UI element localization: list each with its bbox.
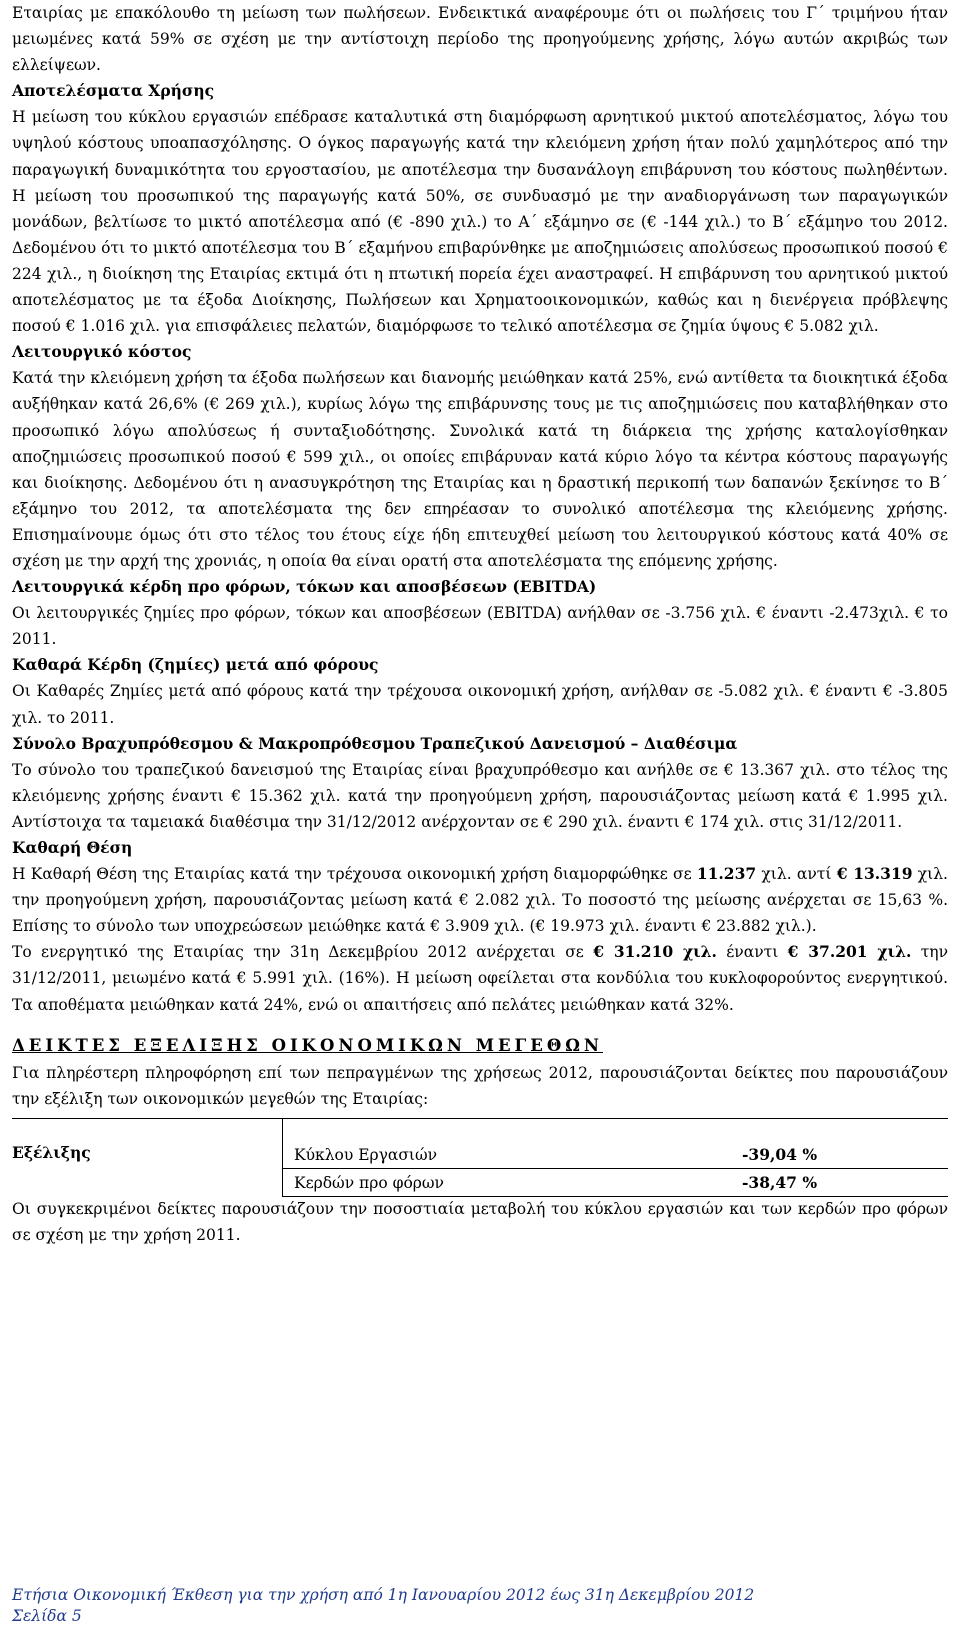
text-fragment: έναντι [716, 943, 788, 962]
text-fragment: την 31/12/2011, μειωμένο κατά € 5.991 χιλ. (16%). Η μείωση οφείλεται στα κονδύλια του κυκλοφορούντος ενεργητικού. Τα αποθέματα μειώθηκαν κατά 24%, ενώ οι απαιτήσεις από πελάτες μειώθηκαν κατά 32%. [12, 943, 948, 1014]
paragraph-results: Η μείωση του κύκλου εργασιών επέδρασε καταλυτικά στη διαμόρφωση αρνητικού μικτού αποτελέσματος, λόγω του υψηλού κόστους υποαπασχόλησης. Ο όγκος παραγωγής κατά την κλειόμενη χρήση ήταν πολύ χαμηλότερος από την παραγωγική δυναμικότητα του εργοστασίου, με αποτέλεσμα την δυσανάλογη επιβάρυνση του κόστους πωληθέντων. Η μείωση του προσωπικού της παραγωγής κατά 50%, σε συνδυασμό με την αναδιοργάνωση των παραγωγικών μονάδων, βελτίωσε το μικτό αποτέλεσμα από (€ -890 χιλ.) το Α΄ εξάμηνο σε (€ -144 χιλ.) το Β΄ εξάμηνο του 2012. Δεδομένου ότι το μικτό αποτέλεσμα του Β΄ εξαμήνου επιβαρύνθηκε με αποζημιώσεις απολύσεως προσωπικού ποσού € 224 χιλ., η διοίκηση της Εταιρίας εκτιμά ότι η πτωτική πορεία έχει αναστραφεί. Η επιβάρυνση του αρνητικού μικτού αποτελέσματος με τα έξοδα Διοίκησης, Πωλήσεων και Χρηματοοικονομικών, καθώς και η διενέργεια πρόβλεψης ποσού € 1.016 χιλ. για επισφάλειες πελατών, διαμόρφωσε το τελικό αποτέλεσμα σε ζημία ύψους € 5.082 χιλ. [12, 108, 948, 336]
table-row-label: Κερδών προ φόρων [294, 1173, 444, 1192]
table-row-label: Κύκλου Εργασιών [294, 1145, 438, 1164]
bold-value: € 31.210 χιλ. [593, 942, 717, 962]
table-row-value: -39,04 % [742, 1144, 818, 1164]
paragraph-ebitda: Οι λειτουργικές ζημίες προ φόρων, τόκων και αποσβέσεων (EBITDA) ανήλθαν σε -3.756 χιλ. € έναντι -2.473χιλ. € το 2011. [12, 604, 948, 649]
paragraph-bank-debt: Το σύνολο του τραπεζικού δανεισμού της Εταιρίας είναι βραχυπρόθεσμο και ανήλθε σε € 13.367 χιλ. στο τέλος της κλειόμενης χρήσης έναντι € 15.362 χιλ. κατά την προηγούμενη χρήση, παρουσιάζοντας μείωση κατά € 1.995 χιλ. Αντίστοιχα τα ταμειακά διαθέσιμα την 31/12/2012 ανέρχονταν σε € 290 χιλ. έναντι € 174 χιλ. στις 31/12/2011. [12, 760, 948, 831]
text-fragment: Το ενεργητικό της Εταιρίας την 31η Δεκεμβρίου 2012 ανέρχεται σε [12, 943, 594, 962]
paragraph-net-position [12, 861, 948, 939]
bold-value: € 13.319 [836, 864, 913, 884]
text-fragment: χιλ. αντί [756, 865, 837, 884]
text-fragment: Η Καθαρή Θέση της Εταιρίας κατά την τρέχουσα οικονομική χρήση διαμορφώθηκε σε [12, 865, 697, 884]
section-intro: Για πληρέστερη πληροφόρηση επί των πεπραγμένων της χρήσεως 2012, παρουσιάζονται δείκτες που παρουσιάζουν την εξέλιξη των οικονομικών μεγεθών της Εταιρίας: [12, 1063, 948, 1108]
heading-ebitda: Λειτουργικά κέρδη προ φόρων, τόκων και αποσβέσεων (EBITDA) [12, 577, 597, 597]
heading-results: Αποτελέσματα Χρήσης [12, 81, 215, 101]
text-fragment: χιλ. την προηγούμενη χρήση, παρουσιάζοντας μείωση κατά € 2.082 χιλ. Το ποσοστό της μείωσης ανέρχεται σε 15,63 %. Επίσης το σύνολο των υποχρεώσεων μειώθηκε κατά € 3.909 χιλ. (€ 19.973 χιλ. έναντι € 23.882 χιλ.). [12, 865, 948, 936]
table-group-label: Εξέλιξης [12, 1142, 91, 1162]
indices-table [12, 1118, 948, 1196]
paragraph-closing: Οι συγκεκριμένοι δείκτες παρουσιάζουν την ποσοστιαία μεταβολή του κύκλου εργασιών και των κερδών προ φόρων σε σχέση με την χρήση 2011. [12, 1199, 948, 1244]
table-column-divider [282, 1118, 283, 1196]
paragraph-net-profit: Οι Καθαρές Ζημίες μετά από φόρους κατά την τρέχουσα οικονομική χρήση, ανήλθαν σε -5.082 χιλ. € έναντι € -3.805 χιλ. το 2011. [12, 682, 948, 727]
footer-report-title: Ετήσια Οικονομική Έκθεση για την χρήση από 1η Ιανουαρίου 2012 έως 31η Δεκεμβρίου 2012 [12, 1586, 755, 1604]
paragraph-operating-cost: Κατά την κλειόμενη χρήση τα έξοδα πωλήσεων και διανομής μειώθηκαν κατά 25%, ενώ αντίθετα τα διοικητικά έξοδα αυξήθηκαν κατά 26,6% (€ 269 χιλ.), κυρίως λόγω της επιβάρυνσης τους με τις αποζημιώσεις που καταβλήθηκαν στο προσωπικό λόγω απολύσεως ή συνταξιοδότησης. Συνολικά κατά τη διάρκεια της χρήσης καταλογίσθηκαν αποζημιώσεις προσωπικού ποσού € 599 χιλ., οι οποίες επιβάρυναν κατά κύριο λόγο τα κέντρα κόστους παραγωγής και διοίκησης. Δεδομένου ότι η ανασυγκρότηση της Εταιρίας και η δραστική περικοπή των δαπανών ξεκίνησε το Β΄ εξάμηνο του 2012, τα αποτελέσματα της δεν επηρέασαν το συνολικό αποτέλεσμα της κλειόμενης χρήσης. Επισημαίνουμε όμως ότι στο τέλος του έτους είχε ήδη επιτευχθεί μείωση του λειτουργικού κόστους κατά 40% σε σχέση με την αρχή της χρονιάς, η οποία θα είναι ορατή στα αποτελέσματα της επόμενης χρήσης. [12, 369, 948, 570]
table-row-divider [282, 1168, 948, 1169]
section-title: ΔΕΙΚΤΕΣ ΕΞΕΛΙΞΗΣ ΟΙΚΟΝΟΜΙΚΩΝ ΜΕΓΕΘΩΝ [12, 1035, 603, 1055]
heading-net-profit: Καθαρά Κέρδη (ζημίες) μετά από φόρους [12, 655, 379, 675]
table-top-border [12, 1118, 948, 1119]
page-footer [12, 1585, 754, 1627]
paragraph-assets [12, 939, 948, 1017]
paragraph-sales-intro: Εταιρίας με επακόλουθο τη μείωση των πωλήσεων. Ενδεικτικά αναφέρουμε ότι οι πωλήσεις του Γ΄ τριμήνου ήταν μειωμένες κατά 59% σε σχέση με την αντίστοιχη περίοδο της προηγούμενης χρήσης, λόγω αυτών ακριβώς των ελλείψεων. [12, 4, 948, 75]
table-bottom-border [282, 1196, 948, 1197]
table-row-value: -38,47 % [742, 1172, 818, 1192]
heading-net-position: Καθαρή Θέση [12, 838, 133, 857]
bold-value: 11.237 [696, 864, 757, 884]
document-page [12, 0, 948, 1248]
heading-bank-debt: Σύνολο Βραχυπρόθεσμου & Μακροπρόθεσμου Τραπεζικού Δανεισμού – Διαθέσιμα [12, 733, 738, 753]
footer-page-number: Σελίδα 5 [12, 1607, 82, 1625]
heading-operating-cost: Λειτουργικό κόστος [12, 342, 192, 362]
bold-value: € 37.201 χιλ. [787, 942, 912, 962]
